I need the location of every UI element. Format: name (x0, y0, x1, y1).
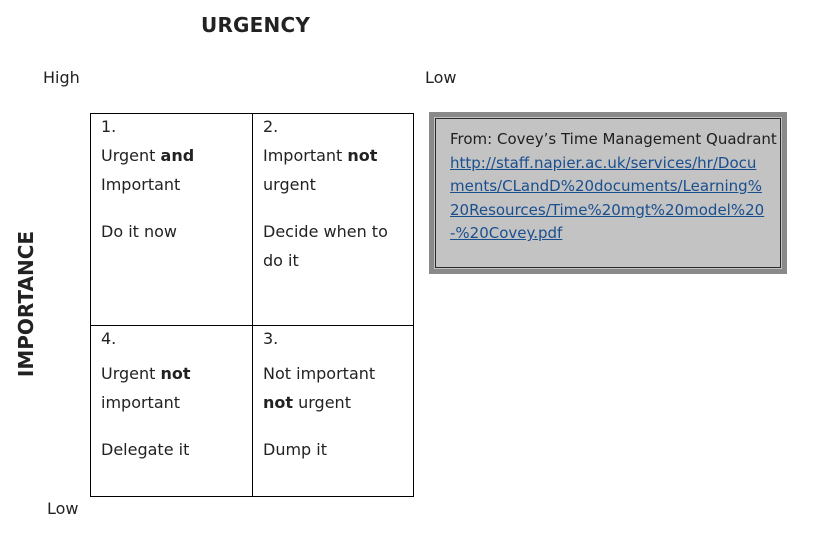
quadrant-action: Delegate it (101, 440, 190, 459)
quadrant-description-line2: urgent (263, 175, 316, 194)
urgency-high-label: High (43, 68, 80, 87)
quadrant-description-line1: Not important (263, 364, 376, 383)
quadrant-number: 2. (263, 117, 279, 136)
source-note-box (429, 112, 787, 274)
quadrant-3 (252, 325, 414, 497)
quadrant-1 (90, 113, 253, 326)
quadrant-number: 4. (101, 329, 117, 348)
quadrant-action-line1: Decide when to (263, 222, 388, 241)
importance-low-label: Low (47, 499, 79, 518)
importance-axis-title: IMPORTANCE (14, 230, 38, 378)
quadrant-action: Dump it (263, 440, 328, 459)
quadrant-description-line1 (101, 141, 246, 170)
quadrant-number: 3. (263, 329, 279, 348)
quadrant-description-line2: important (101, 393, 181, 412)
quadrant-action-line2: do it (263, 251, 299, 270)
quadrant-description-line2 (263, 388, 407, 417)
source-link[interactable]: http://staff.napier.ac.uk/services/hr/Documents/CLandD%20documents/Learning%20Resources/Time%20mgt%20model%20-%20Covey.pdf (450, 153, 765, 242)
quadrant-description-line1 (101, 359, 246, 388)
source-citation: From: Covey’s Time Management Quadrant (450, 130, 777, 148)
time-management-quadrant-grid (90, 113, 414, 497)
urgency-axis-title: URGENCY (201, 13, 311, 37)
description-text: urgent (293, 393, 351, 412)
description-text: Urgent (101, 146, 161, 165)
description-text: Important (263, 146, 348, 165)
description-emphasis: not (263, 393, 294, 412)
description-emphasis: not (347, 146, 378, 165)
description-emphasis: and (160, 146, 195, 165)
description-emphasis: not (160, 364, 191, 383)
quadrant-2 (252, 113, 414, 326)
quadrant-action: Do it now (101, 222, 178, 241)
description-text: Urgent (101, 364, 161, 383)
quadrant-4 (90, 325, 253, 497)
urgency-low-label: Low (425, 68, 457, 87)
quadrant-number: 1. (101, 117, 117, 136)
quadrant-description-line2: Important (101, 175, 181, 194)
quadrant-description-line1 (263, 141, 407, 170)
